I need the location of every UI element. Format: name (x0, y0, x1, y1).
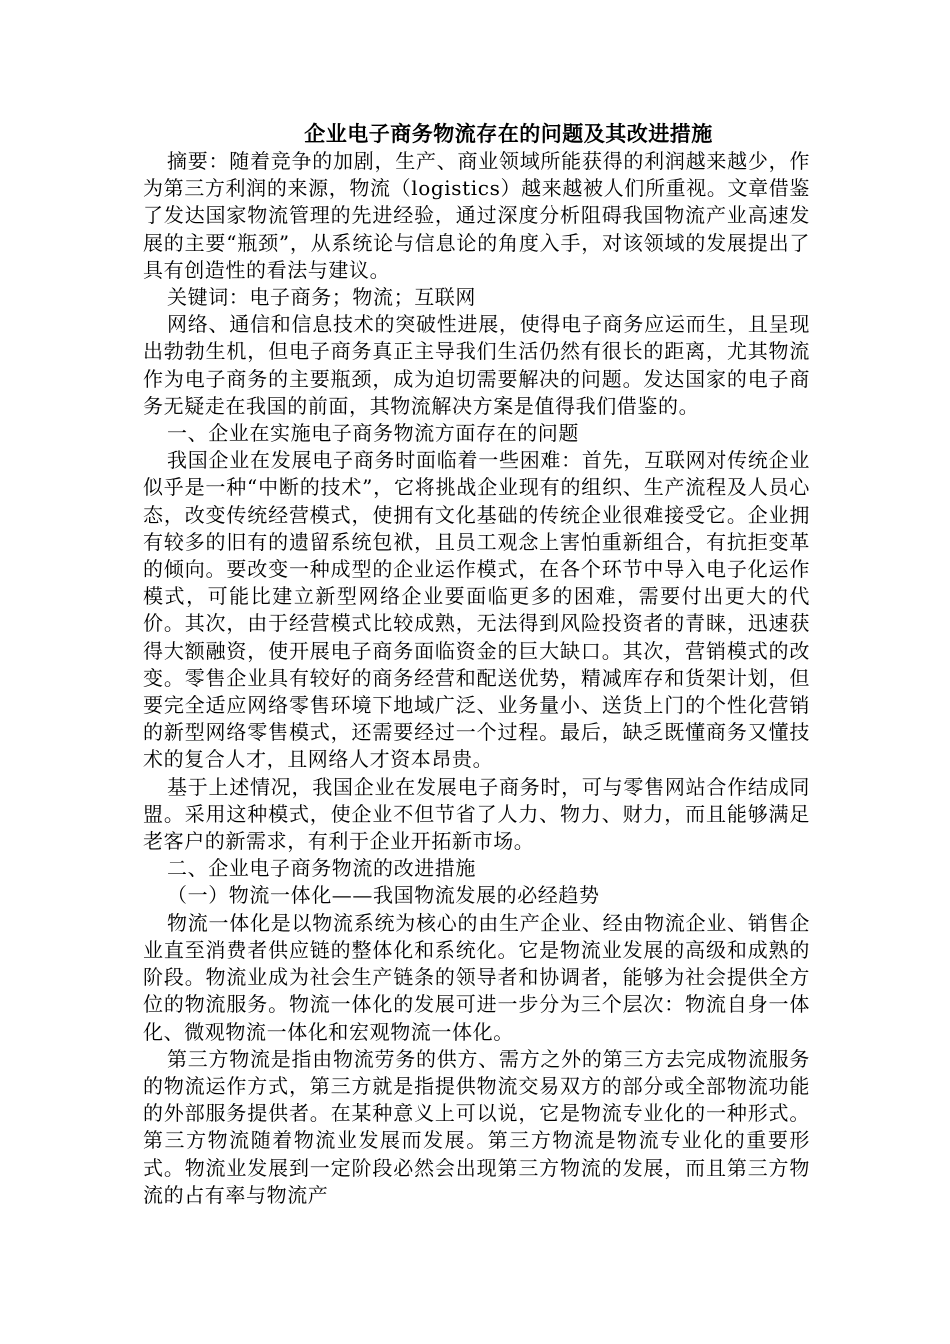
section-heading-1: 一、企业在实施电子商务物流方面存在的问题 (167, 421, 579, 446)
body-paragraph: 基于上述情况，我国企业在发展电子商务时，可与零售网站合作结成同盟。采用这种模式，使企业不但节省了人力、物力、财力，而且能够满足老客户的新需求，有利于企业开拓新市场。 (143, 774, 810, 854)
document-page (143, 120, 810, 1209)
keywords-paragraph: 关键词：电子商务；物流；互联网 (167, 285, 476, 310)
intro-paragraph: 网络、通信和信息技术的突破性进展，使得电子商务应运而生，且呈现出勃勃生机，但电子商务真正主导我们生活仍然有很长的距离，尤其物流作为电子商务的主要瓶颈，成为迫切需要解决的问题。发达国家的电子商务无疑走在我国的前面，其物流解决方案是值得我们借鉴的。 (143, 312, 810, 418)
section-heading-2: 二、企业电子商务物流的改进措施 (167, 856, 476, 881)
document-title: 企业电子商务物流存在的问题及其改进措施 (304, 121, 713, 146)
abstract-paragraph: 摘要：随着竞争的加剧，生产、商业领域所能获得的利润越来越少，作为第三方利润的来源，物流（logistics）越来越被人们所重视。文章借鉴了发达国家物流管理的先进经验，通过深度分析阻碍我国物流产业高速发展的主要“瓶颈”，从系统论与信息论的角度入手，对该领域的发展提出了具有创造性的看法与建议。 (143, 149, 810, 282)
subsection-heading-1: （一）物流一体化——我国物流发展的必经趋势 (167, 883, 600, 908)
body-paragraph: 我国企业在发展电子商务时面临着一些困难：首先，互联网对传统企业似乎是一种“中断的技术”，它将挑战企业现有的组织、生产流程及人员心态，改变传统经营模式，使拥有文化基础的传统企业很难接受它。企业拥有较多的旧有的遗留系统包袱，且员工观念上害怕重新组合，有抗拒变革的倾向。要改变一种成型的企业运作模式，在各个环节中导入电子化运作模式，可能比建立新型网络企业要面临更多的困难，需要付出更大的代价。其次，由于经营模式比较成熟，无法得到风险投资者的青睐，迅速获得大额融资，使开展电子商务面临资金的巨大缺口。其次，营销模式的改变。零售企业具有较好的商务经营和配送优势，精减库存和货架计划，但要完全适应网络零售环境下地域广泛、业务量小、送货上门的个性化营销的新型网络零售模式，还需要经过一个过程。最后，缺乏既懂商务又懂技术的复合人才，且网络人才资本昂贵。 (143, 448, 810, 772)
body-paragraph: 物流一体化是以物流系统为核心的由生产企业、经由物流企业、销售企业直至消费者供应链的整体化和系统化。它是物流业发展的高级和成熟的阶段。物流业成为社会生产链条的领导者和协调者，能够为社会提供全方位的物流服务。物流一体化的发展可进一步分为三个层次：物流自身一体化、微观物流一体化和宏观物流一体化。 (143, 910, 810, 1044)
body-paragraph: 第三方物流是指由物流劳务的供方、需方之外的第三方去完成物流服务的物流运作方式，第三方就是指提供物流交易双方的部分或全部物流功能的外部服务提供者。在某种意义上可以说，它是物流专业化的一种形式。第三方物流随着物流业发展而发展。第三方物流是物流专业化的重要形式。物流业发展到一定阶段必然会出现第三方物流的发展，而且第三方物流的占有率与物流产 (143, 1046, 810, 1207)
